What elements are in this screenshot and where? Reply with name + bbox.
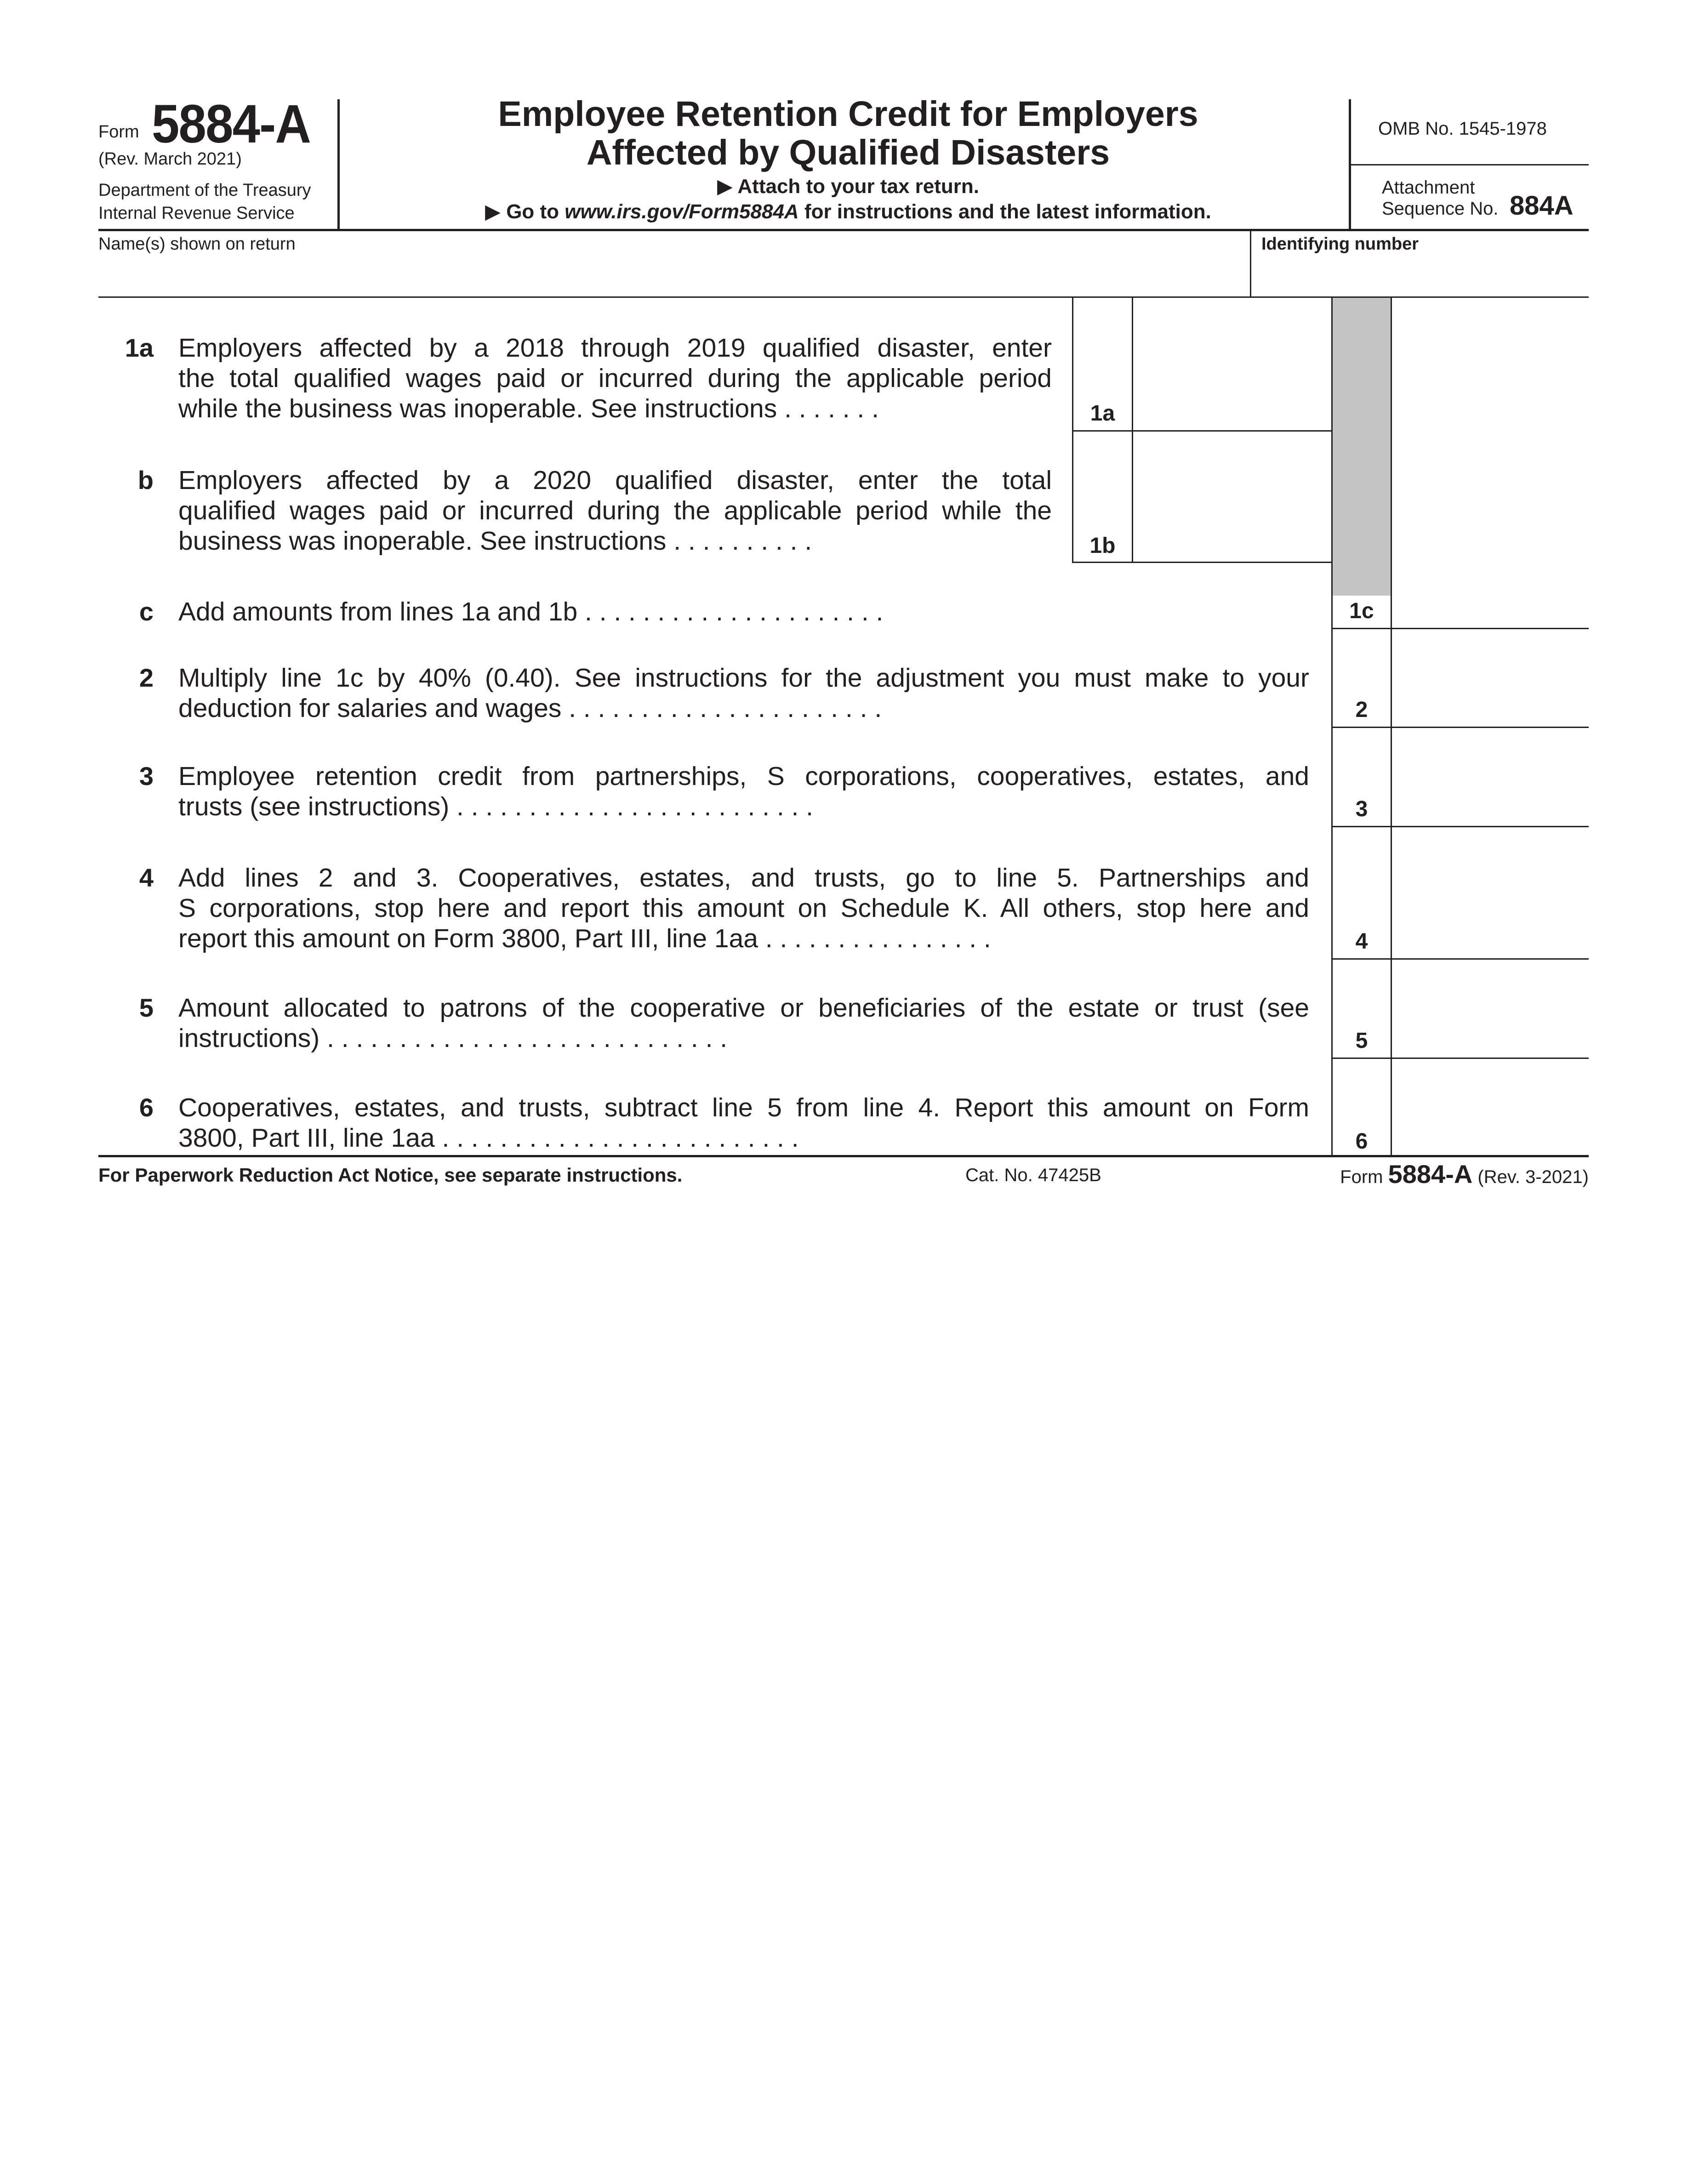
rule-1b: [1072, 562, 1331, 563]
line-number-1a: 1a: [125, 333, 154, 362]
department: Department of the Treasury: [98, 181, 311, 200]
line-4-text: Add lines 2 and 3. Cooperatives, estates, and trusts, go to line 5. Partnerships and S corporations, stop here and report this amount on Schedule K. All others, stop here and report this amount on Form 3800, Part III, line 1aa . . . . . . . . . . . . . . . .: [178, 863, 1309, 953]
line-number-1b: b: [137, 466, 154, 495]
line-number-3: 3: [139, 762, 154, 791]
box-label-2: 2: [1355, 698, 1368, 722]
box-label-5: 5: [1355, 1029, 1368, 1053]
line-3-text: Employee retention credit from partnerships, S corporations, cooperatives, estates, and trusts (see instructions) . . . . . . . . . . . . . . . . . . . . . . . . .: [178, 762, 1309, 821]
line-6-text: Cooperatives, estates, and trusts, subtract line 5 from line 4. Report this amount on Form 3800, Part III, line 1aa . . . . . . . . . . . . . . . . . . . . . . . . .: [178, 1093, 1309, 1153]
line-number-1c: c: [139, 597, 154, 626]
amount-input-1a[interactable]: [1133, 299, 1331, 430]
form-number: 5884-A: [152, 94, 311, 154]
line-1c-text: Add amounts from lines 1a and 1b . . . . . . . . . . . . . . . . . . . . .: [178, 597, 884, 626]
form-word: Form: [98, 122, 139, 142]
form-title-line2: Affected by Qualified Disasters: [586, 133, 1110, 172]
sequence-number: 884A: [1510, 191, 1574, 221]
arrow-right-icon: ▶: [717, 175, 733, 198]
box-label-1c: 1c: [1349, 599, 1374, 623]
box-label-6: 6: [1355, 1129, 1368, 1154]
name-input[interactable]: [98, 255, 1248, 296]
name-label: Name(s) shown on return: [98, 234, 296, 254]
id-label: Identifying number: [1261, 234, 1419, 254]
id-input[interactable]: [1261, 255, 1583, 296]
catalog-number: Cat. No. 47425B: [965, 1165, 1101, 1185]
amount-input-1b[interactable]: [1133, 432, 1331, 562]
omb-divider: [1349, 164, 1589, 165]
arrow-right-icon: ▶: [485, 200, 501, 223]
irs-service: Internal Revenue Service: [98, 204, 295, 223]
omb-number: OMB No. 1545-1978: [1378, 119, 1547, 139]
sequence-label: Sequence No.: [1382, 199, 1499, 219]
header-bottom-rule: [98, 229, 1589, 231]
header-divider-left: [337, 99, 340, 229]
line-2-text: Multiply line 1c by 40% (0.40). See instructions for the adjustment you must make to your deduction for salaries and wages . . . . . . . . . . . . . . . . . . . . . .: [178, 663, 1309, 723]
line-1b-text: Employers affected by a 2020 qualified disaster, enter the total qualified wages paid or incurred during the applicable period while the business was inoperable. See instructions . . . . . . . . . .: [178, 466, 1052, 556]
irs-url-link[interactable]: www.irs.gov/Form5884A: [565, 200, 799, 223]
goto-instruction: ▶ Go to www.irs.gov/Form5884A for instructions and the latest information.: [485, 200, 1211, 223]
line-number-5: 5: [139, 993, 154, 1022]
line-number-6: 6: [139, 1093, 154, 1122]
attachment-label: Attachment: [1382, 177, 1475, 198]
form-bottom-rule: [98, 1155, 1589, 1157]
footer-form-number: 5884-A: [1388, 1160, 1473, 1189]
amount-input-5[interactable]: [1392, 960, 1589, 1058]
line-5-text: Amount allocated to patrons of the cooperative or beneficiaries of the estate or trust (see instructions) . . . . . . . . . . . . . . . . . . . . . . . . . . . .: [178, 993, 1309, 1053]
revision-date: (Rev. March 2021): [98, 149, 242, 169]
amount-input-2[interactable]: [1392, 629, 1589, 727]
box-label-1a: 1a: [1090, 401, 1115, 426]
box-label-1b: 1b: [1089, 534, 1116, 558]
attach-instruction: ▶ Attach to your tax return.: [717, 175, 980, 198]
paperwork-notice: For Paperwork Reduction Act Notice, see separate instructions.: [98, 1164, 683, 1186]
amount-input-3[interactable]: [1392, 728, 1589, 826]
box-label-4: 4: [1355, 929, 1368, 954]
footer-form-id: Form 5884-A (Rev. 3-2021): [1340, 1160, 1589, 1189]
amount-input-1c[interactable]: [1392, 563, 1589, 628]
amount-input-4[interactable]: [1392, 827, 1589, 958]
line-1a-text: Employers affected by a 2018 through 2019 qualified disaster, enter the total qualified wages paid or incurred during the applicable period while the business was inoperable. See instructions . . . . . . .: [178, 333, 1052, 423]
line-number-4: 4: [139, 863, 154, 892]
id-divider: [1250, 231, 1251, 297]
box-label-3: 3: [1355, 797, 1368, 821]
amount-input-6[interactable]: [1392, 1059, 1589, 1155]
form-title-line1: Employee Retention Credit for Employers: [498, 94, 1198, 134]
shaded-column: [1331, 298, 1391, 596]
line-number-2: 2: [139, 663, 154, 692]
